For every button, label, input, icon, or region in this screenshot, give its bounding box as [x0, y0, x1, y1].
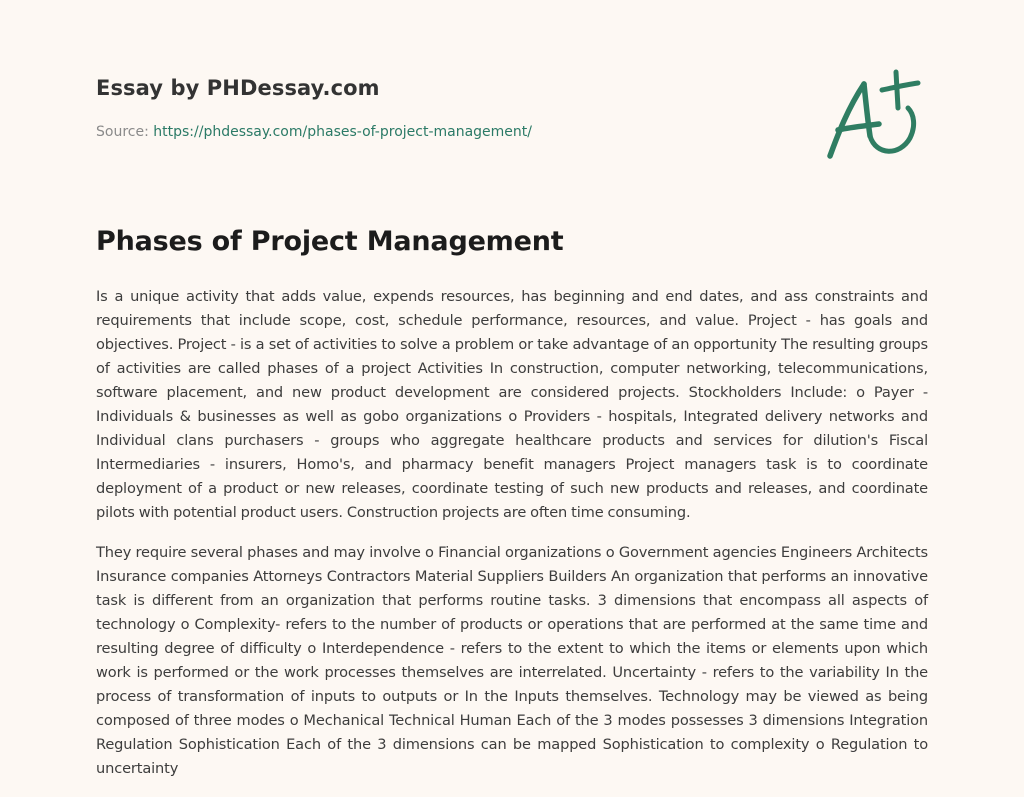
essay-paragraph: Is a unique activity that adds value, expends resources, has beginning and end dates, and ass constraints and requirements that include scope, cost, schedule performance, resources, and value. Project - has goals and objectives. Project - is a set of activities to solve a problem or take advantage of an opportunity The resulting groups of activities are called phases of a project Activities In construction, computer networking, telecommunications, software placement, and new product development are considered projects. Stockholders Include: o Payer - Individuals & businesses as well as gobo organizations o Providers - hospitals, Integrated delivery networks and Individual clans purchasers - groups who aggregate healthcare products and services for dilution's Fiscal Intermediaries - insurers, Homo's, and pharmacy benefit managers Project managers task is to coordinate deployment of a product or new releases, coordinate testing of such new products and releases, and coordinate pilots with potential product users. Construction projects are often time consuming.	[96, 288, 928, 521]
essay-body	[96, 285, 928, 797]
source-link[interactable]: https://phdessay.com/phases-of-project-management/	[153, 124, 533, 140]
essay-paragraph: They require several phases and may involve o Financial organizations o Government agencies Engineers Architects Insurance companies Attorneys Contractors Material Suppliers Builders An organization that performs an innovative task is different from an organization that performs routine tasks. 3 dimensions that encompass all aspects of technology o Complexity- refers to the number of products or operations that are performed at the same time and resulting degree of difficulty o Interdependence - refers to the extent to which the items or elements upon which work is performed or the work processes themselves are interrelated. Uncertainty - refers to the variability In the process of transformation of inputs to outputs or In the Inputs themselves. Technology may be viewed as being composed of three modes o Mechanical Technical Human Each of the 3 modes possesses 3 dimensions Integration Regulation Sophistication Each of the 3 dimensions can be mapped Sophistication to complexity o Regulation to uncertainty	[96, 544, 928, 777]
site-title: Essay by PHDessay.com	[96, 76, 380, 100]
a-plus-grade-icon	[824, 64, 928, 168]
source-label: Source:	[96, 124, 154, 140]
source-line	[96, 124, 532, 140]
essay-title: Phases of Project Management	[96, 226, 564, 257]
